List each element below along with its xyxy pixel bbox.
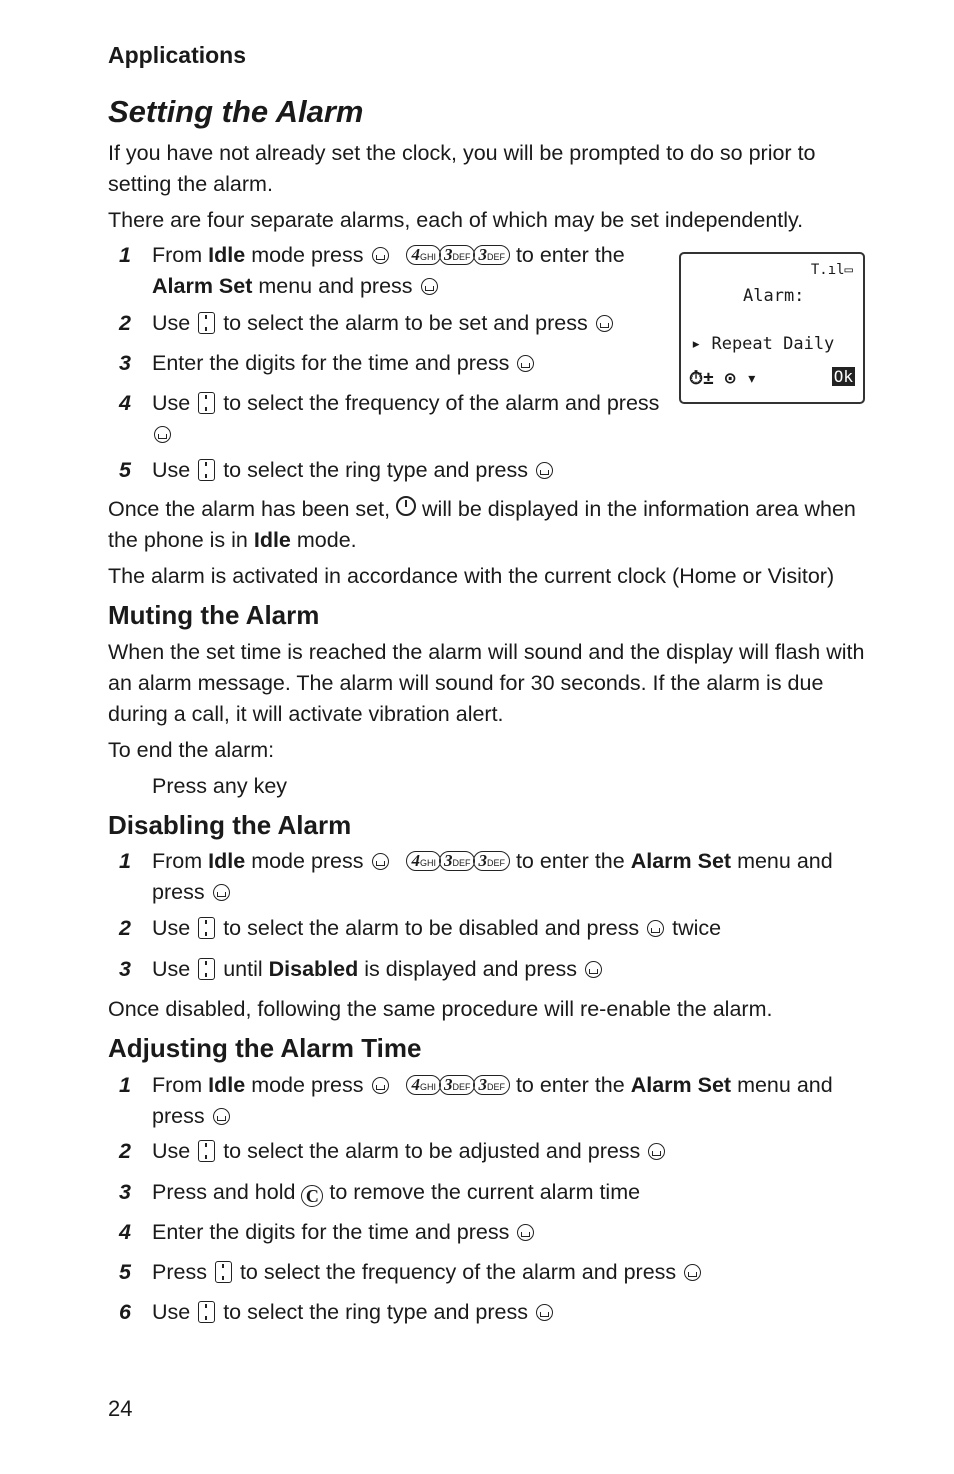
key-4-icon: 4GHI bbox=[406, 1075, 441, 1095]
step-number: 6 bbox=[119, 1300, 131, 1324]
signal-battery-icon: T.ıl▭ bbox=[810, 262, 853, 278]
after-set-paragraph: Once the alarm has been set, will be displayed in the information area when the phone is in Idle mode. bbox=[108, 497, 856, 552]
step-text: menu and press bbox=[258, 274, 413, 298]
select-key-icon bbox=[517, 355, 534, 372]
step-number: 3 bbox=[119, 351, 131, 375]
end-alarm-text: To end the alarm: bbox=[108, 738, 275, 762]
clear-key-icon: C bbox=[301, 1185, 323, 1207]
select-key-icon bbox=[372, 1077, 389, 1094]
step-number: 1 bbox=[119, 1073, 131, 1097]
step-number: 1 bbox=[119, 849, 131, 873]
select-key-icon bbox=[372, 853, 389, 870]
navigation-key-icon bbox=[198, 1140, 215, 1162]
select-key-icon bbox=[536, 462, 553, 479]
key-4-icon: 4GHI bbox=[406, 245, 441, 265]
select-key-icon bbox=[213, 884, 230, 901]
key-3-icon: 3DEF bbox=[439, 1075, 476, 1095]
select-key-icon bbox=[596, 315, 613, 332]
step-number: 3 bbox=[119, 1180, 131, 1204]
display-option: ▸ Repeat Daily bbox=[691, 334, 835, 354]
select-key-icon bbox=[585, 961, 602, 978]
step-number: 5 bbox=[119, 1260, 131, 1284]
navigation-key-icon bbox=[198, 958, 215, 980]
step-number: 4 bbox=[119, 391, 131, 415]
navigation-key-icon bbox=[198, 917, 215, 939]
intro-paragraph-2: There are four separate alarms, each of which may be set independently. bbox=[108, 208, 804, 232]
key-4-icon: 4GHI bbox=[406, 851, 441, 871]
navigation-key-icon bbox=[215, 1261, 232, 1283]
select-key-icon bbox=[421, 278, 438, 295]
alarm-clock-icon bbox=[396, 496, 416, 516]
select-key-icon bbox=[213, 1108, 230, 1125]
idle-label: Idle bbox=[208, 243, 246, 267]
navigation-key-icon bbox=[198, 1301, 215, 1323]
step-number: 2 bbox=[119, 311, 131, 335]
step-text: to enter the bbox=[515, 243, 625, 267]
select-key-icon bbox=[517, 1224, 534, 1241]
key-3-icon: 3DEF bbox=[473, 851, 510, 871]
display-softkey-icons: ⏱± ⊙ ▾ bbox=[689, 368, 758, 389]
disabling-heading: Disabling the Alarm bbox=[108, 810, 352, 840]
page-title: Setting the Alarm bbox=[108, 94, 364, 129]
press-any-key-text: Press any key bbox=[152, 774, 288, 798]
navigation-key-icon bbox=[198, 392, 215, 414]
section-label: Applications bbox=[108, 42, 247, 68]
select-key-icon bbox=[647, 920, 664, 937]
step-number: 4 bbox=[119, 1220, 131, 1244]
page-number: 24 bbox=[108, 1396, 133, 1421]
key-3-icon: 3DEF bbox=[473, 1075, 510, 1095]
navigation-key-icon bbox=[198, 312, 215, 334]
navigation-key-icon bbox=[198, 459, 215, 481]
step-text: From bbox=[152, 243, 203, 267]
alarm-set-label: Alarm Set bbox=[152, 274, 253, 298]
step-number: 1 bbox=[119, 243, 131, 267]
key-3-icon: 3DEF bbox=[439, 245, 476, 265]
disabling-note: Once disabled, following the same procedure will re-enable the alarm. bbox=[108, 997, 773, 1021]
display-ok-softkey: Ok bbox=[833, 367, 853, 386]
step-number: 2 bbox=[119, 1139, 131, 1163]
adjusting-heading: Adjusting the Alarm Time bbox=[108, 1033, 422, 1063]
step-text: mode press bbox=[251, 243, 364, 267]
clock-paragraph: The alarm is activated in accordance with the current clock (Home or Visitor) bbox=[108, 564, 835, 588]
phone-display-illustration bbox=[679, 252, 865, 404]
muting-paragraph: When the set time is reached the alarm will sound and the display will flash with an alarm message. The alarm will sound for 30 seconds. If the alarm is due during a call, it will activate vibration alert. bbox=[108, 640, 865, 726]
step-number: 2 bbox=[119, 916, 131, 940]
display-title: Alarm: bbox=[743, 286, 805, 306]
step-number: 3 bbox=[119, 957, 131, 981]
select-key-icon bbox=[648, 1143, 665, 1160]
key-3-icon: 3DEF bbox=[473, 245, 510, 265]
select-key-icon bbox=[684, 1264, 701, 1281]
key-3-icon: 3DEF bbox=[439, 851, 476, 871]
intro-paragraph-1: If you have not already set the clock, you will be prompted to do so prior to setting the alarm. bbox=[108, 141, 816, 196]
step-number: 5 bbox=[119, 458, 131, 482]
muting-heading: Muting the Alarm bbox=[108, 600, 320, 630]
select-key-icon bbox=[154, 426, 171, 443]
select-key-icon bbox=[372, 247, 389, 264]
select-key-icon bbox=[536, 1304, 553, 1321]
